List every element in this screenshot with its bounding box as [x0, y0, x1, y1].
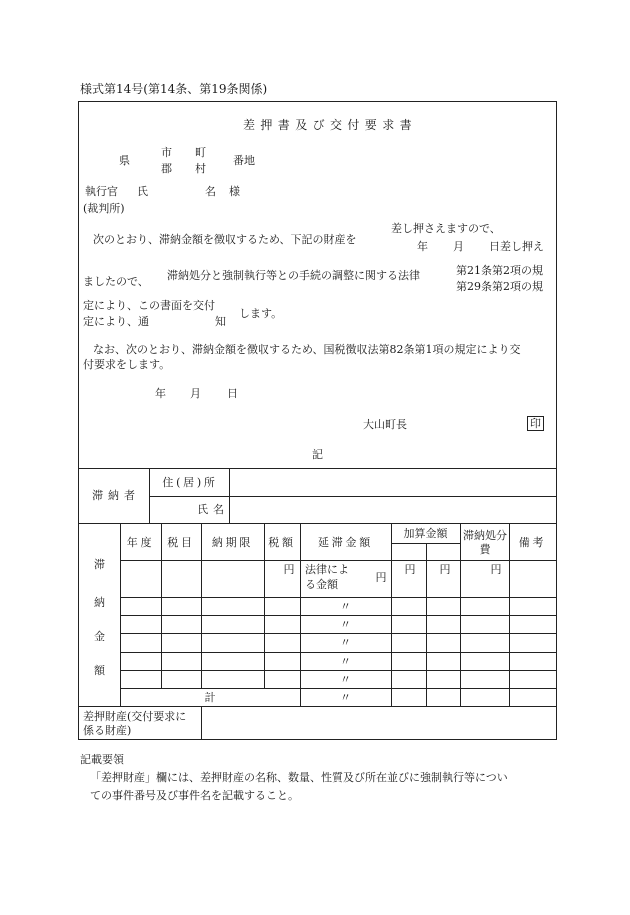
ditto-mark: 〃 [340, 600, 351, 613]
body-line2-c2: 第29条第2項の規 [456, 280, 543, 293]
ditto-mark: 〃 [340, 655, 351, 668]
taxpayer-address-label: 住(居)所 [162, 476, 218, 489]
recipient-officer: 執行官 [85, 185, 118, 198]
body-line2-c1: 第21条第2項の規 [456, 264, 543, 277]
notes-line1: 「差押財産」欄には、差押財産の名称、数量、性質及び所在並びに強制執行等につい [90, 771, 508, 784]
body-line3-b: します。 [239, 307, 283, 320]
legal-amount-2: る金額 [305, 578, 338, 591]
paragraph2-line1: なお、次のとおり、滞納金額を徴収するため、国税徴収法第82条第1項の規定により交 [93, 343, 521, 356]
ditto-mark: 〃 [340, 673, 351, 686]
tax-yen-unit: 円 [283, 563, 295, 576]
address-banchi: 番地 [233, 154, 255, 167]
recipient-sama: 様 [229, 185, 240, 198]
recipient-uji: 氏 [137, 185, 148, 198]
taxpayer-name-label: 氏名 [197, 503, 229, 516]
address-town: 町 [195, 146, 206, 159]
addition-yen-unit-2: 円 [439, 563, 451, 576]
header-item: 税目 [167, 536, 195, 549]
notes-line2: ての事件番号及び事件名を記載すること。 [90, 789, 299, 802]
body-line1-month: 月 [453, 240, 464, 253]
header-disposal: 滞納処分費 [463, 529, 507, 556]
body-line3-a3: 知 [215, 315, 226, 328]
address-village: 村 [195, 162, 206, 175]
notes-title: 記載要領 [80, 753, 124, 766]
delay-yen-unit: 円 [375, 571, 387, 584]
legal-amount-1: 法律によ [305, 563, 349, 576]
body-line2-b: 滞納処分と強制執行等との手続の調整に関する法律 [167, 269, 420, 282]
header-due: 納期限 [211, 536, 254, 549]
header-delay: 延滞金額 [318, 536, 373, 549]
body-line3-a2: 定により、通 [83, 315, 149, 328]
side-label-1: 滞 [94, 558, 105, 571]
body-line1-year: 年 [417, 240, 428, 253]
header-remarks: 備考 [518, 536, 547, 549]
body-line1-day: 日差し押え [489, 240, 544, 253]
body-line2-a: ましたので、 [83, 275, 149, 288]
side-label-4: 額 [94, 664, 105, 677]
header-tax: 税額 [268, 536, 296, 549]
seized-label-2: 係る財産) [83, 724, 132, 737]
seized-label-1: 差押財産(交付要求に [83, 710, 187, 723]
ditto-mark: 〃 [340, 636, 351, 649]
addition-yen-unit-1: 円 [404, 563, 416, 576]
form-number: 様式第14号(第14条、第19条関係) [80, 82, 268, 96]
seal-mark: 印 [527, 416, 544, 431]
disposal-yen-unit: 円 [490, 563, 502, 576]
recipient-na: 名 [205, 185, 216, 198]
body-line1-b: 差し押さえますので、 [391, 222, 501, 235]
document-title: 差押書及び交付要求書 [243, 118, 418, 132]
paragraph2-line2: 付要求をします。 [83, 358, 171, 371]
address-pref: 県 [119, 154, 130, 167]
date-month: 月 [190, 387, 201, 400]
date-year: 年 [155, 387, 166, 400]
side-label-2: 納 [94, 596, 105, 609]
address-gun: 郡 [161, 162, 172, 175]
header-addition: 加算金額 [403, 527, 448, 540]
address-city: 市 [161, 146, 172, 159]
ditto-mark: 〃 [340, 618, 351, 631]
body-line1-a: 次のとおり、滞納金額を徴収するため、下記の財産を [93, 233, 357, 246]
form-frame [78, 101, 557, 740]
recipient-court: (裁判所) [83, 202, 125, 215]
total-label: 計 [204, 691, 216, 704]
ki-label: 記 [312, 448, 323, 461]
side-label-3: 金 [94, 630, 105, 643]
taxpayer-label: 滞納者 [92, 489, 140, 502]
header-year: 年度 [126, 536, 155, 549]
ditto-mark: 〃 [340, 691, 351, 704]
body-line3-a1: 定により、この書面を交付 [83, 299, 215, 312]
issuer-name: 大山町長 [363, 418, 407, 431]
date-day: 日 [227, 387, 238, 400]
